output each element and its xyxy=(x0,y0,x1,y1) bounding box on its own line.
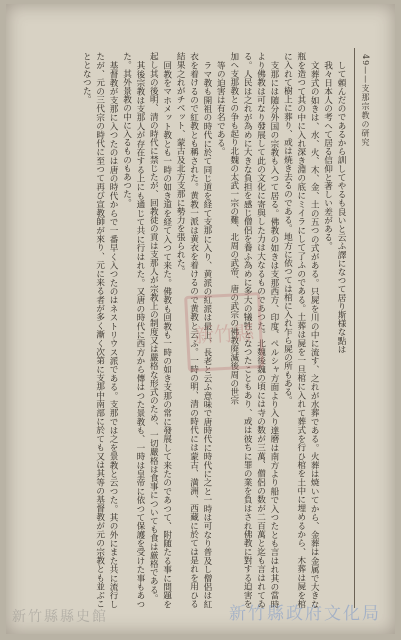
paragraph: 我々日本人の考へて居る信仰と著しい差がある。 xyxy=(322,60,333,250)
paragraph: 等の迫害は有名である。 xyxy=(215,60,226,156)
document-page xyxy=(6,4,395,634)
paragraph: 文葬式の如きは、水、火、木、金、土の五つの式がある。只屍を川の中に流す、之れが水葬である。火葬は焼いてから、金葬は金属で大きな瓶を造つて其の中に入れ深き淵の底にミイラにして了ふのである。土葬は屍を一旦棺に入れて葬式を行ひ棺を土中に埋めるから、木葬は屍を棺に入れて樹上に葬り、或は焼き去るのである。地方に依つては棺に入れ乍ら屍の所もある。 xyxy=(282,52,320,608)
running-header: 49——支那宗教の研究 xyxy=(361,54,370,148)
header-rule xyxy=(354,48,355,608)
paragraph: 其後宗教は支那人が存在する上にも通じて共に行はれた。又唐の時代に西方から傳はつた景教も、一時は皇帝に依つて保護を受けた事もあつた。其外景教の中に入るものもあつた。 xyxy=(121,52,145,608)
archive-watermark: 新竹縣政府文化局 xyxy=(229,604,381,624)
paragraph: して頼んだのであるから訓してやるも良いと云ふ譯になつて居り斯様な點は xyxy=(336,60,346,353)
paragraph: 回教をマホメット教とも一時の如き道を経て入つて来た。佛教も回教も一時の如き支那の常に發展して来たのであつて、附随たる事に間題を起し其の後明、清の時代に禁じたが、回教徒の貢は支那人が宗教上の制度又は嚴格な形式のため、一切嚴格は食事についても食は厳格である。 xyxy=(148,52,172,608)
museum-watermark: 新竹縣縣史館 xyxy=(12,609,108,625)
body-text xyxy=(20,52,347,608)
paragraph: 支那には随分外国の宗教も入つて居る。佛教の如きは支那西方、印度、ペルシャ方面より入り達磨は南方より船で入つたとも言はれ其の當時より佛教は可なり發展して此の文化に寄與した力は大なるものであつた。北魏後魏の頃には寺の数が三萬、僧侶の数が二百萬と迄も言はれてゐる。人民は之れが為めに大きな負担を感じ僧侶を養ふ為めに多大の犠牲となつたこともあり、或は彼ちに罪の業を負はされ佛教に對する迫害を加へ支那教との争も起り北魏の太武一宗の難、北周の武帝、唐の武宗の佛教廃滅後周の世宗 xyxy=(228,52,279,608)
paragraph: 基督教が支那に入つたのは唐の時代からで一番早く入つたのはネストリウス派である。支那では之を景教と云つた。其の外にまた共に流行したが、元の三代宗の時代に至つて再び宣教師が來り、元に来る者が多く漸く次第に支那中南部に於ても又は其等の基督教が元の宗教とも並ぶこととなつた。 xyxy=(81,52,119,608)
paragraph: ラマ教も開祖の時代に於て同じ道を経て支那に入り、黄派の紅派は最上、長老と云ふ意味で唐時代に時代に之と一時は可なり普及し僧侶は紅衣を着けるので紅教とも稱された。黄教一派は黄衣を着けるので黄教と云ふ。一時の明、清の時代には蒙古、満洲、西藏に於ては是れを用ひる結果之れがチベット、蒙古及北方支那に勢力を張られた。 xyxy=(175,52,212,608)
library-stamp-watermark: 新竹縣 xyxy=(184,292,264,372)
